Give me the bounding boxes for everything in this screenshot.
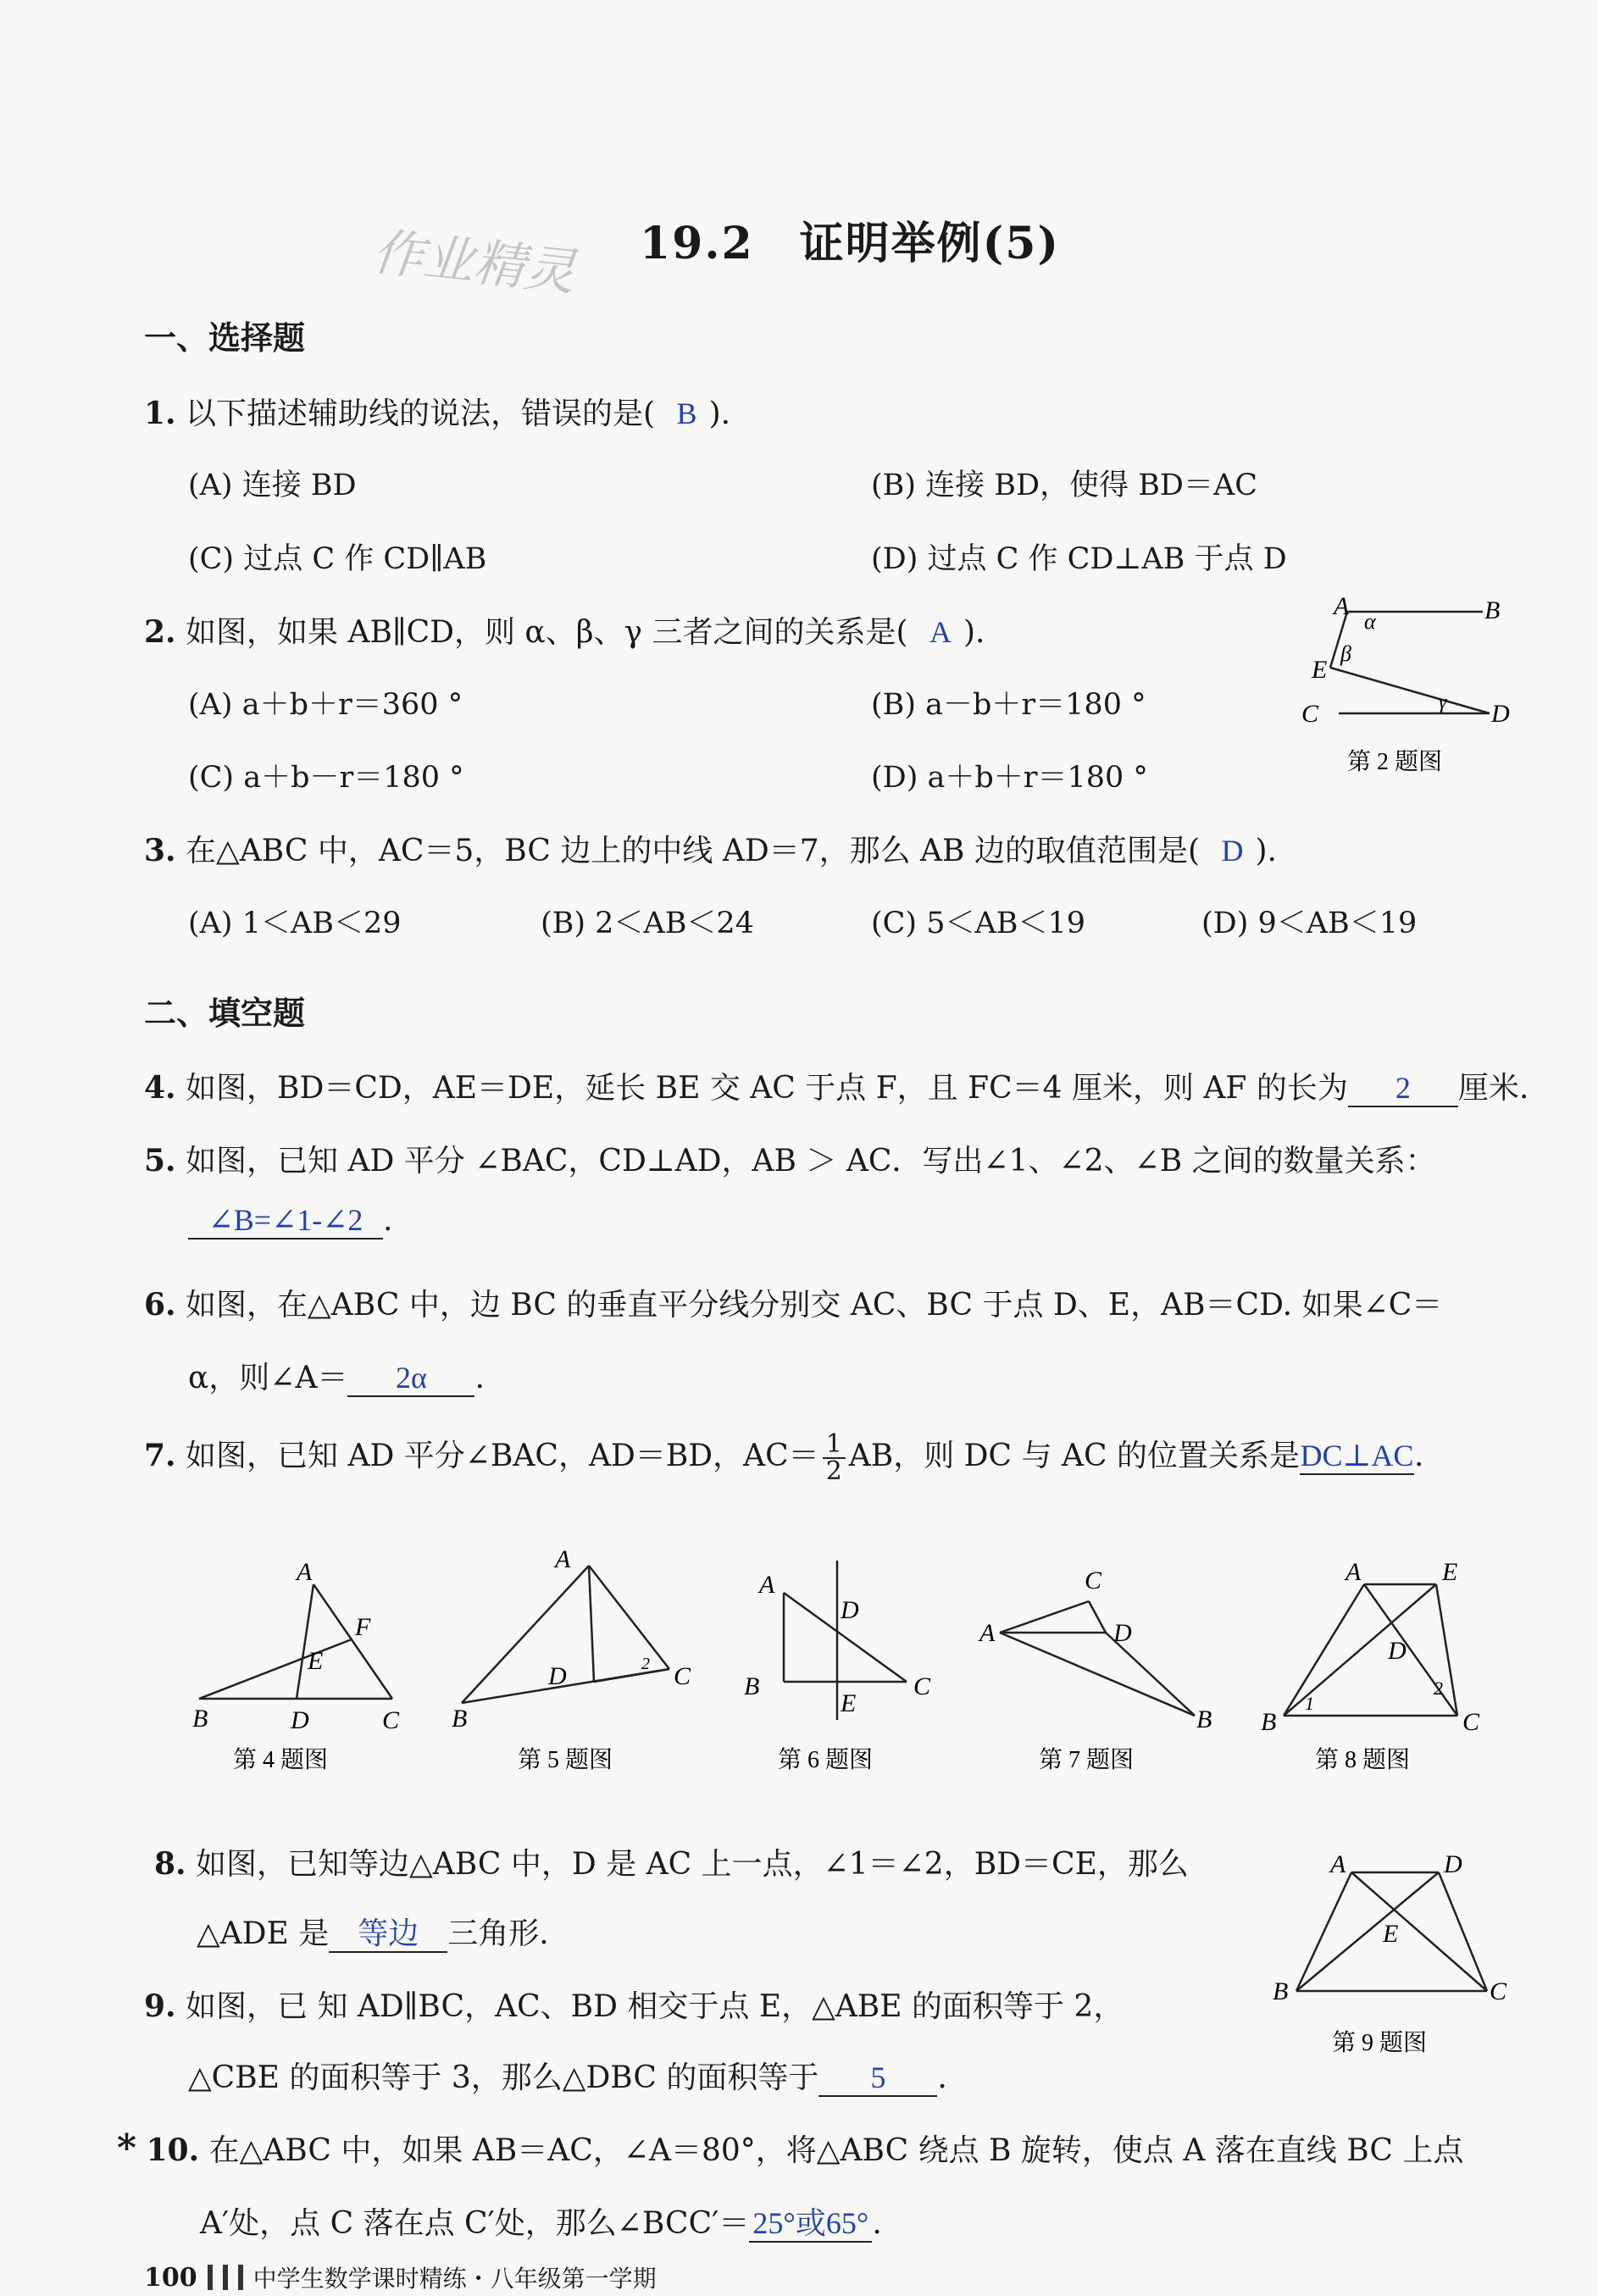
label-B: B <box>1484 596 1501 624</box>
question-close: ). <box>963 615 985 650</box>
label-D: D <box>1388 1637 1407 1665</box>
question-5 <box>144 1137 1436 1180</box>
label-C: C <box>1301 700 1319 728</box>
optional-star: * <box>117 2127 137 2170</box>
question-stem: 以下描述辅助线的说法，错误的是( <box>186 397 656 431</box>
label-2: 2 <box>641 1655 650 1673</box>
question-stem: 如图，已知等边△ABC 中，D 是 AC 上一点，∠1＝∠2，BD＝CE，那么 <box>196 1847 1189 1882</box>
label-A: A <box>1330 1850 1346 1878</box>
page-number: 100 <box>144 2262 197 2293</box>
question-number: 10. <box>146 2132 200 2168</box>
label-A: A <box>979 1619 996 1647</box>
watermark: 作业精灵 <box>369 222 579 303</box>
answer-choice: A <box>929 615 952 649</box>
label-A: A <box>1346 1558 1362 1586</box>
question-stem: 如图，已知 AD 平分 ∠BAC，CD⊥AD，AB ＞ AC．写出∠1、∠2、∠B 之间的数量关系： <box>186 1144 1436 1179</box>
label-B: B <box>192 1705 208 1733</box>
figure-caption: 第 4 题图 <box>233 1747 329 1773</box>
question-tail: . <box>1413 1439 1424 1473</box>
question-stem-cont: AB，则 DC 与 AC 的位置关系是 <box>848 1439 1300 1473</box>
question-5-answer-line <box>188 1203 392 1240</box>
label-D: D <box>291 1706 309 1734</box>
section-heading-fill: 二、填空题 <box>144 995 306 1032</box>
question-stem: 如图，已 知 AD∥BC，AC、BD 相交于点 E，△ABE 的面积等于 2， <box>186 1989 1124 2024</box>
label-C: C <box>1490 1977 1507 2005</box>
question-number: 4. <box>144 1070 176 1106</box>
figure-caption: 第 2 题图 <box>1347 749 1443 775</box>
question-stem: 如图，已知 AD 平分∠BAC，AD＝BD，AC＝ <box>186 1439 819 1473</box>
answer-blank: 2 <box>1348 1072 1458 1107</box>
fraction-numerator: 1 <box>823 1432 846 1459</box>
label-A: A <box>297 1558 313 1586</box>
footer-bar-icon <box>223 2265 228 2290</box>
label-1: 1 <box>1305 1693 1314 1714</box>
question-number: 5. <box>144 1143 176 1179</box>
figure-caption: 第 9 题图 <box>1332 2030 1428 2056</box>
footer-bar-icon <box>238 2265 243 2290</box>
label-B: B <box>1261 1708 1277 1736</box>
question-stem: 如图，BD＝CD，AE＝DE，延长 BE 交 AC 于点 F，且 FC＝4 厘米，则 AF 的长为 <box>186 1071 1348 1106</box>
label-A: A <box>1334 593 1350 620</box>
label-E: E <box>841 1689 857 1717</box>
label-E: E <box>1442 1558 1458 1586</box>
question-tail: 三角形. <box>447 1916 549 1951</box>
question-stem-cont: A′处，点 C 落在点 C′处，那么∠BCC′＝ <box>200 2206 750 2241</box>
option-c: (C) 过点 C 作 CD∥AB <box>188 542 487 576</box>
answer-choice: D <box>1221 834 1244 868</box>
question-number: 1. <box>144 396 176 431</box>
option-b: (B) 连接 BD，使得 BD＝AC <box>871 469 1258 502</box>
label-A: A <box>555 1545 571 1573</box>
question-stem-cont: △CBE 的面积等于 3，那么△DBC 的面积等于 <box>188 2060 819 2095</box>
answer-blank: 等边 <box>329 1917 447 1953</box>
label-2: 2 <box>1434 1678 1443 1699</box>
fraction-denominator: 2 <box>825 1456 842 1486</box>
figure-8 <box>1254 1550 1500 1779</box>
answer-blank: DC⊥AC <box>1300 1439 1414 1475</box>
label-F: F <box>355 1613 371 1641</box>
page-footer <box>144 2260 657 2294</box>
footer-bar-icon <box>208 2265 213 2290</box>
option-d: (D) 9＜AB＜19 <box>1201 907 1418 940</box>
figure-caption: 第 5 题图 <box>518 1747 613 1773</box>
label-C: C <box>382 1706 400 1734</box>
figure-2 <box>1296 593 1517 796</box>
option-d: (D) 过点 C 作 CD⊥AB 于点 D <box>871 542 1287 576</box>
option-d: (D) a＋b＋r＝180 ° <box>871 761 1148 795</box>
option-a: (A) a＋b＋r＝360 ° <box>188 688 463 722</box>
question-2 <box>144 608 985 652</box>
label-B: B <box>1196 1705 1212 1733</box>
question-number: 9. <box>144 1988 176 2024</box>
label-A: A <box>759 1571 775 1599</box>
question-tail: . <box>872 2206 882 2241</box>
question-tail: 厘米. <box>1457 1071 1529 1106</box>
figure-caption: 第 8 题图 <box>1315 1747 1411 1773</box>
option-c: (C) 5＜AB＜19 <box>871 907 1086 940</box>
question-close: ). <box>1255 834 1277 868</box>
section-heading-choice: 一、选择题 <box>144 319 306 357</box>
option-b: (B) 2＜AB＜24 <box>541 907 754 940</box>
question-stem-cont: α，则∠A＝ <box>188 1361 348 1395</box>
question-9 <box>144 1983 1124 2026</box>
figure-6 <box>737 1550 949 1779</box>
option-b: (B) a－b＋r＝180 ° <box>871 688 1146 722</box>
question-4 <box>144 1064 1529 1107</box>
label-E: E <box>308 1647 324 1675</box>
option-c: (C) a＋b－r＝180 ° <box>188 761 464 795</box>
figure-caption: 第 7 题图 <box>1039 1747 1135 1773</box>
question-stem: 如图，如果 AB∥CD，则 α、β、γ 三者之间的关系是( <box>186 615 908 650</box>
question-stem-cont: △ADE 是 <box>197 1916 330 1951</box>
option-a: (A) 1＜AB＜29 <box>188 907 402 940</box>
figure-5 <box>445 1542 707 1779</box>
fraction <box>823 1429 846 1486</box>
question-7 <box>144 1429 1424 1486</box>
question-8-line2 <box>197 1910 549 1953</box>
question-tail: . <box>474 1361 485 1395</box>
label-E: E <box>1383 1920 1399 1948</box>
page-title: 19.2 证明举例(5) <box>640 218 1061 269</box>
question-6-line2 <box>188 1354 485 1397</box>
label-E: E <box>1312 656 1328 684</box>
label-gamma: γ <box>1439 691 1447 713</box>
answer-choice: B <box>676 397 697 430</box>
question-3 <box>144 827 1277 870</box>
question-9-line2 <box>188 2054 947 2097</box>
question-6 <box>144 1281 1442 1324</box>
question-tail: . <box>383 1203 393 1238</box>
question-stem: 在△ABC 中，如果 AB＝AC，∠A＝80°，将△ABC 绕点 B 旋转，使点 A 落在直线 BC 上点 <box>208 2133 1464 2168</box>
figure-9 <box>1262 1847 1517 2067</box>
label-B: B <box>1273 1977 1289 2005</box>
figure-4 <box>182 1550 419 1779</box>
question-10 <box>117 2127 1463 2170</box>
label-D: D <box>1444 1850 1462 1878</box>
question-8 <box>154 1840 1189 1883</box>
label-C: C <box>1085 1567 1102 1594</box>
figure-caption: 第 6 题图 <box>778 1747 874 1773</box>
option-a: (A) 连接 BD <box>188 469 357 502</box>
label-D: D <box>548 1662 567 1690</box>
label-B: B <box>452 1705 468 1733</box>
answer-blank: 25°或65° <box>749 2207 872 2243</box>
question-stem: 在△ABC 中，AC＝5，BC 边上的中线 AD＝7，那么 AB 边的取值范围是( <box>186 834 1200 868</box>
label-B: B <box>744 1672 760 1700</box>
question-number: 3. <box>144 833 176 868</box>
question-number: 6. <box>144 1287 176 1323</box>
label-beta: β <box>1340 641 1351 666</box>
question-stem: 如图，在△ABC 中，边 BC 的垂直平分线分别交 AC、BC 于点 D、E，AB＝CD. 如果∠C＝ <box>186 1288 1443 1323</box>
question-tail: . <box>937 2060 947 2095</box>
question-number: 2. <box>144 614 176 650</box>
answer-blank: ∠B=∠1-∠2 <box>188 1204 383 1240</box>
question-10-line2 <box>200 2199 882 2243</box>
question-close: ). <box>708 397 731 431</box>
figure-7 <box>974 1546 1229 1779</box>
question-number: 7. <box>144 1438 176 1473</box>
answer-blank: 2α <box>347 1362 474 1397</box>
answer-blank: 5 <box>818 2061 937 2097</box>
question-1 <box>144 390 730 433</box>
label-D: D <box>841 1596 859 1624</box>
label-D: D <box>1113 1619 1132 1647</box>
question-number: 8. <box>154 1846 186 1882</box>
label-C: C <box>674 1662 691 1690</box>
label-alpha: α <box>1364 609 1376 634</box>
label-C: C <box>1462 1708 1480 1736</box>
label-D: D <box>1491 700 1510 728</box>
label-C: C <box>913 1672 931 1700</box>
book-title: 中学生数学课时精练・八年级第一学期 <box>252 2265 657 2293</box>
